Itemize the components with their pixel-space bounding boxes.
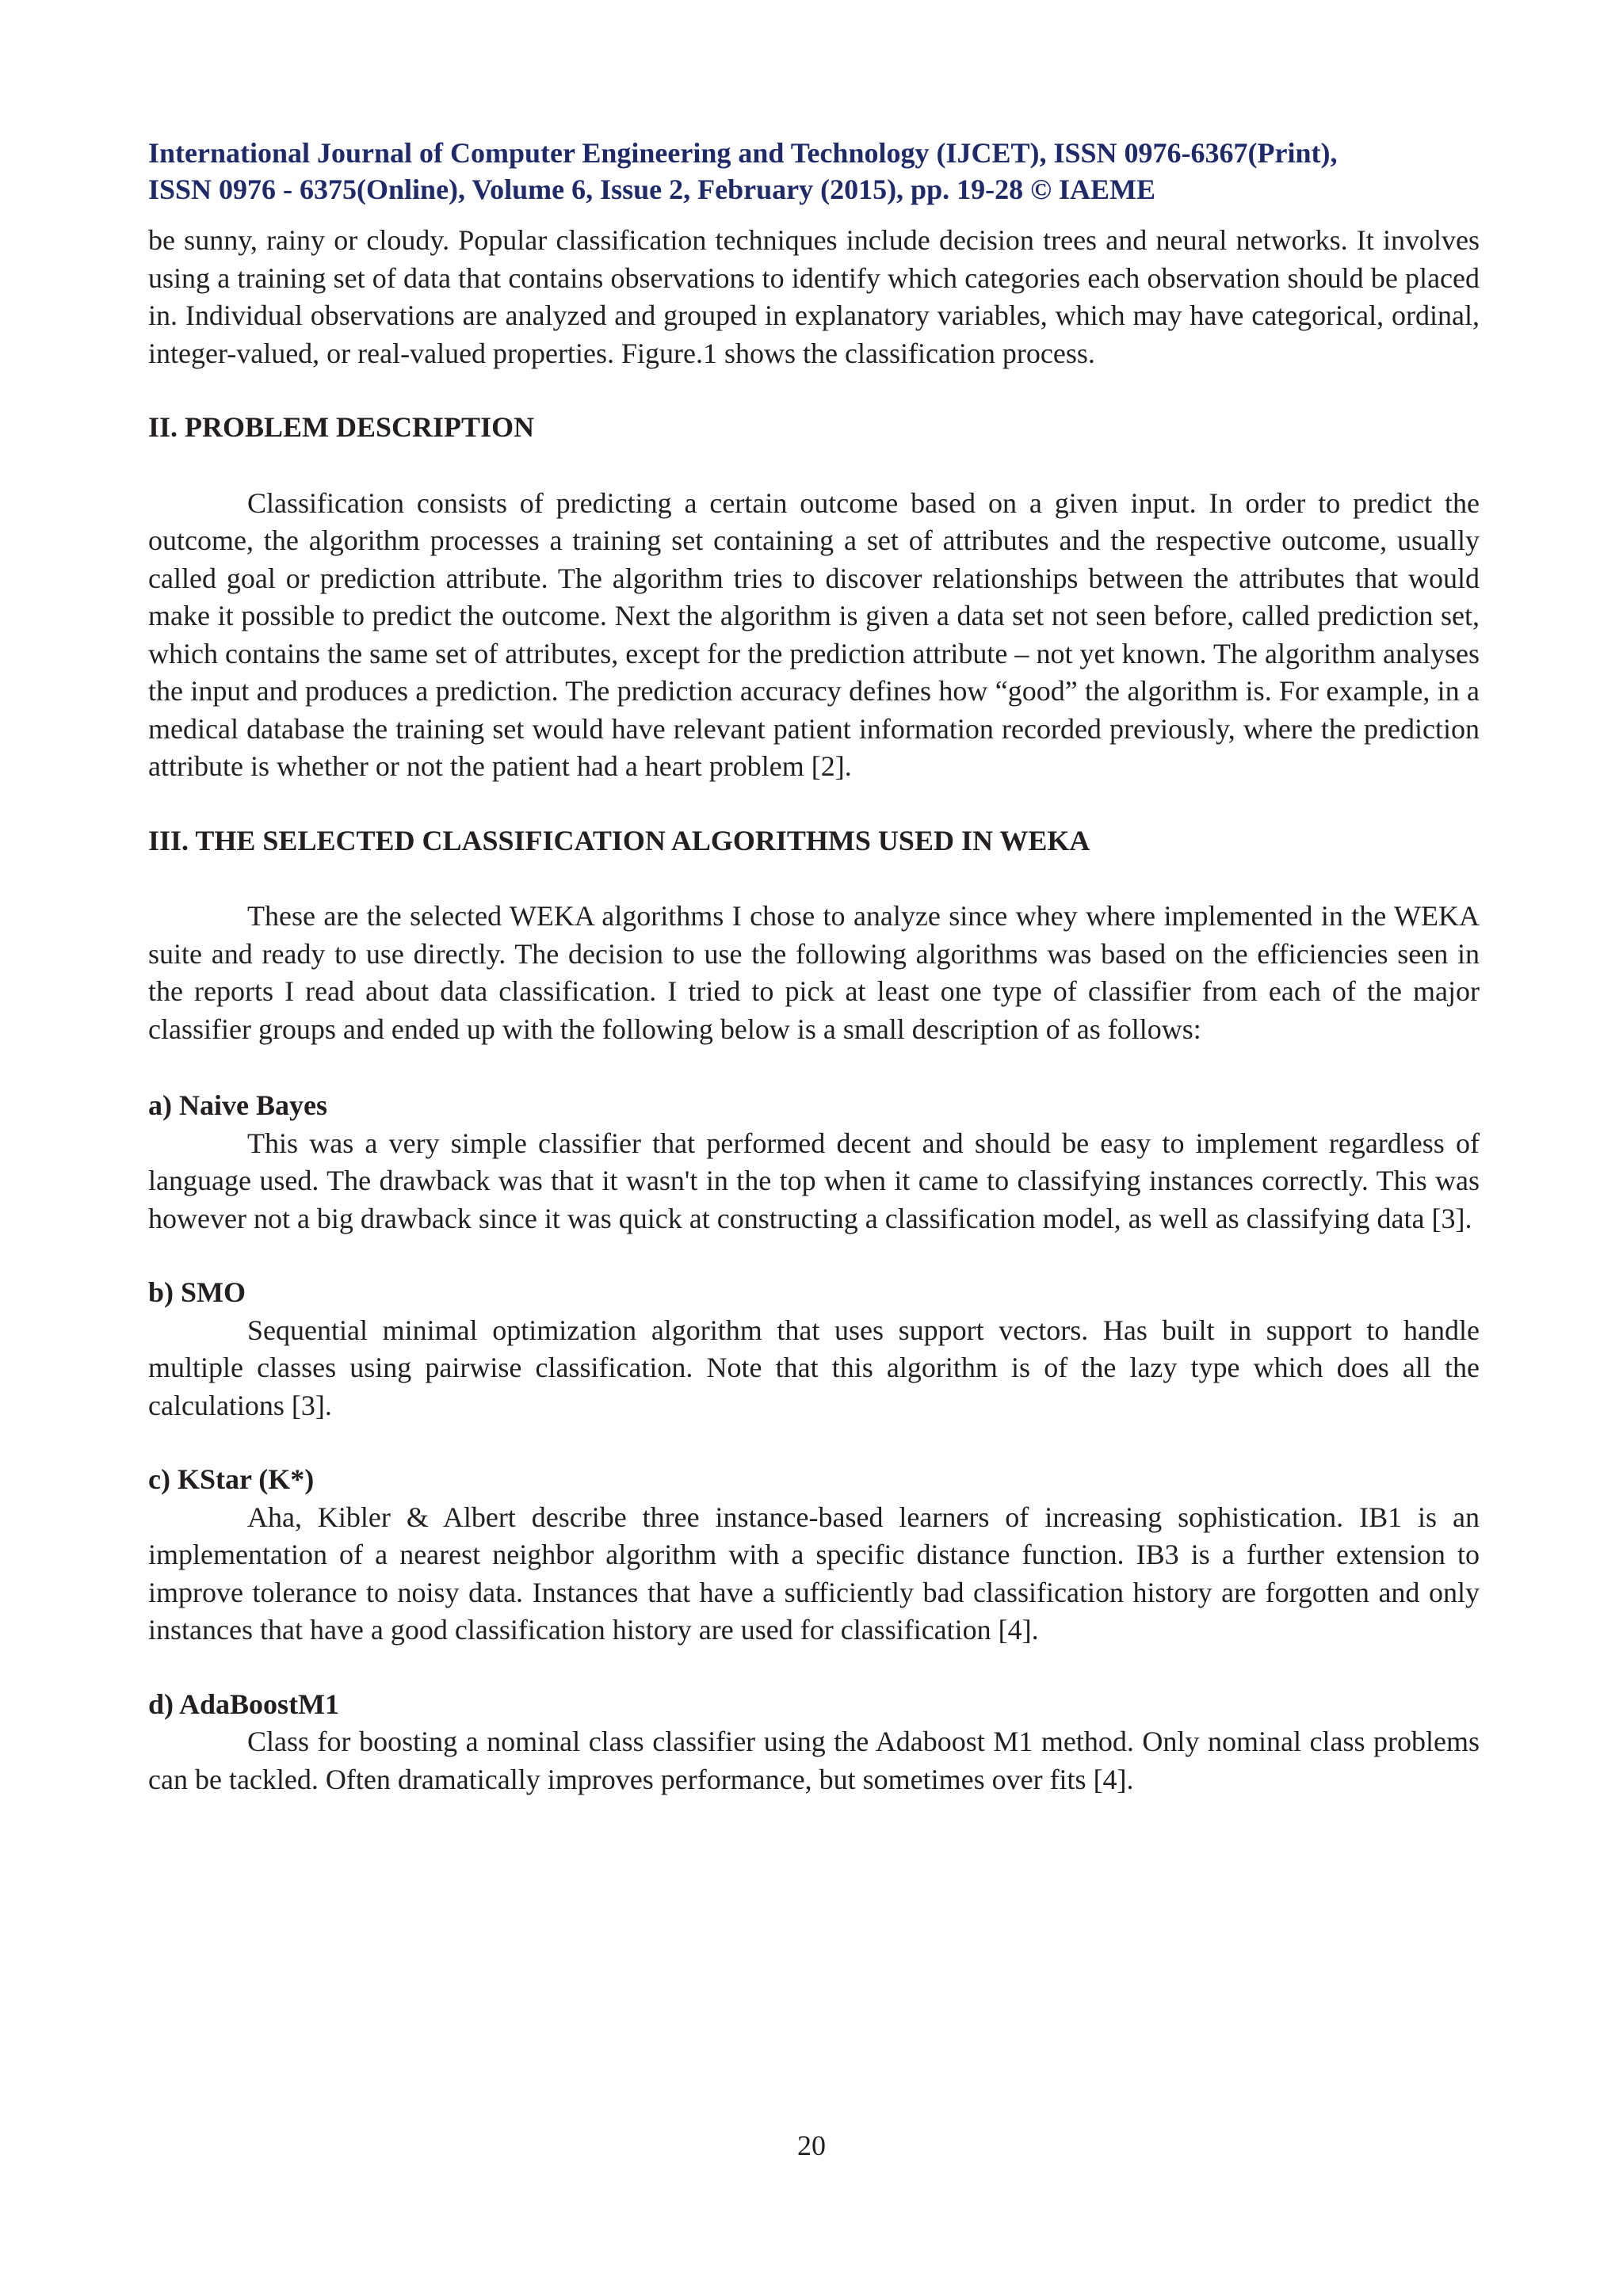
problem-description-paragraph: Classification consists of predicting a certain outcome based on a given input. In order to predict the outcome, the algorithm processes a training set containing a set of attributes and the respective outcome, usually called goal or prediction attribute. The algorithm tries to discover relationships between the attributes that would make it possible to predict the outcome. Next the algorithm is given a data set not seen before, called prediction set, which contains the same set of attributes, except for the prediction attribute – not yet known. The algorithm analyses the input and produces a prediction. The prediction accuracy defines how “good” the algorithm is. For example, in a medical database the training set would have relevant patient information recorded previously, where the prediction attribute is whether or not the patient had a heart problem [2]. <box>148 486 1480 782</box>
subsection-heading-adaboostm1: d) AdaBoostM1 <box>148 1688 340 1720</box>
subsection-heading-kstar: c) KStar (K*) <box>148 1463 315 1495</box>
journal-header-line-1: International Journal of Computer Engineering and Technology (IJCET), ISSN 0976-6367(Print), <box>148 137 1338 169</box>
paper-page <box>148 135 1480 1798</box>
journal-header <box>148 135 1480 208</box>
smo-paragraph: Sequential minimal optimization algorithm that uses support vectors. Has built in support to handle multiple classes using pairwise classification. Note that this algorithm is of the lazy type which does all the calculations [3]. <box>148 1314 1480 1421</box>
subsection-heading-smo: b) SMO <box>148 1276 246 1308</box>
kstar-paragraph: Aha, Kibler & Albert describe three instance-based learners of increasing sophistication. IB1 is an implementation of a nearest neighbor algorithm with a specific distance function. IB3 is a further extension to improve tolerance to noisy data. Instances that have a sufficiently bad classification history are forgotten and only instances that have a good classification history are used for classification [4]. <box>148 1501 1480 1646</box>
selected-algorithms-paragraph: These are the selected WEKA algorithms I chose to analyze since whey where implemented in the WEKA suite and ready to use directly. The decision to use the following algorithms was based on the efficiencies seen in the reports I read about data classification. I tried to pick at least one type of classifier from each of the major classifier groups and ended up with the following below is a small description of as follows: <box>148 900 1480 1045</box>
subsection-heading-naive-bayes: a) Naive Bayes <box>148 1089 327 1121</box>
page-number: 20 <box>797 2130 826 2161</box>
intro-paragraph: be sunny, rainy or cloudy. Popular classification techniques include decision trees and neural networks. It involves using a training set of data that contains observations to identify which categories each observation should be placed in. Individual observations are analyzed and grouped in explanatory variables, which may have categorical, ordinal, integer-valued, or real-valued properties. Figure.1 shows the classification process. <box>148 224 1480 369</box>
adaboostm1-paragraph: Class for boosting a nominal class classifier using the Adaboost M1 method. Only nominal class problems can be tackled. Often dramatically improves performance, but sometimes over fits [4]. <box>148 1726 1480 1795</box>
section-heading-problem-description: II. PROBLEM DESCRIPTION <box>148 411 535 443</box>
journal-header-line-2: ISSN 0976 - 6375(Online), Volume 6, Issue 2, February (2015), pp. 19-28 © IAEME <box>148 174 1155 205</box>
naive-bayes-paragraph: This was a very simple classifier that performed decent and should be easy to implement regardless of language used. The drawback was that it wasn't in the top when it came to classifying instances correctly. This was however not a big drawback since it was quick at constructing a classification model, as well as classifying data [3]. <box>148 1127 1480 1234</box>
section-heading-selected-algorithms: III. THE SELECTED CLASSIFICATION ALGORITHMS USED IN WEKA <box>148 824 1090 856</box>
